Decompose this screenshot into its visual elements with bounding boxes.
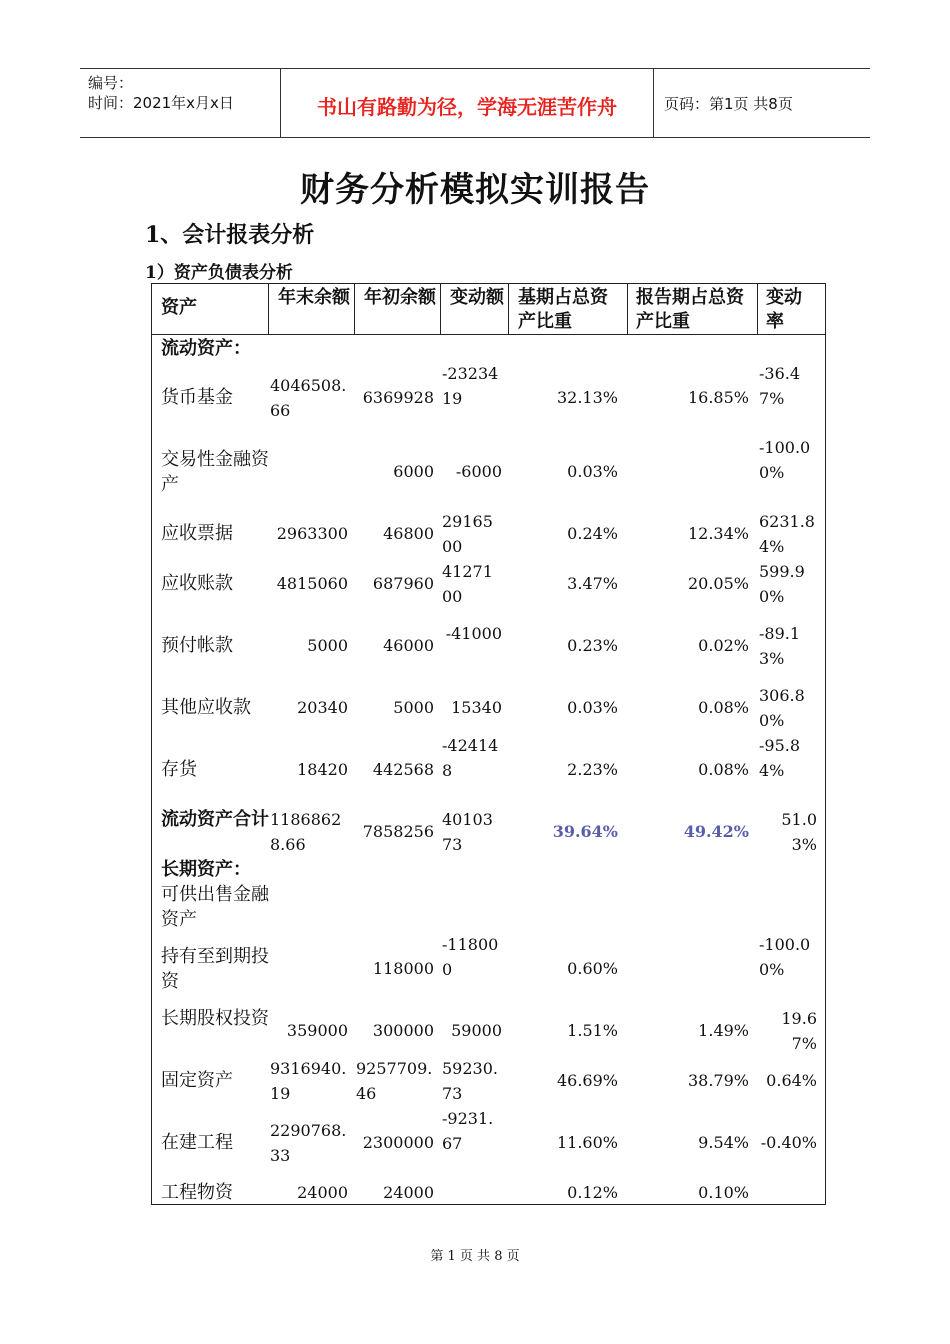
col-header-asset: 资产 <box>161 297 197 318</box>
cell-begin: 687960 <box>372 574 434 593</box>
section-heading: 1、会计报表分析 <box>145 222 315 248</box>
cell-change: 4127100 <box>442 562 493 606</box>
row-label: 应收账款 <box>161 573 233 594</box>
cell-rate: 51.03% <box>781 810 817 854</box>
page-footer: 第 1 页 共 8 页 <box>430 1249 520 1264</box>
page-header <box>80 68 870 138</box>
cell-base-pct: 1.51% <box>567 1021 618 1040</box>
cell-begin: 6369928 <box>362 388 434 407</box>
cell-begin: 442568 <box>372 760 434 779</box>
cell-report-pct: 1.49% <box>698 1021 749 1040</box>
cell-begin: 46000 <box>383 636 434 655</box>
cell-base-pct: 0.60% <box>567 959 618 978</box>
header-meta <box>88 73 278 133</box>
header-motto-cell <box>280 69 654 137</box>
row-label: 预付帐款 <box>161 635 233 656</box>
cell-change: -6000 <box>455 462 502 481</box>
cell-end: 5000 <box>307 636 348 655</box>
col-header-end: 年末余额 <box>278 287 350 308</box>
cell-report-pct: 16.85% <box>687 388 749 407</box>
page-info: 页码：第1页 共8页 <box>664 95 793 113</box>
cell-end: 20340 <box>297 698 348 717</box>
col-header-begin: 年初余额 <box>364 287 436 308</box>
cell-begin: 7858256 <box>362 822 434 841</box>
cell-begin: 9257709.46 <box>356 1059 433 1103</box>
cell-report-pct: 9.54% <box>698 1133 749 1152</box>
cell-rate: 0.64% <box>766 1071 817 1090</box>
cell-base-pct: 46.69% <box>556 1071 618 1090</box>
cell-base-pct: 3.47% <box>567 574 618 593</box>
cell-begin: 24000 <box>383 1183 434 1202</box>
cell-report-pct: 0.08% <box>698 698 749 717</box>
cell-end: 11868628.66 <box>270 810 342 854</box>
document-title: 财务分析模拟实训报告 <box>300 170 650 210</box>
cell-begin: 6000 <box>393 462 434 481</box>
section-label-current: 流动资产： <box>161 338 251 359</box>
cell-change: 59230.73 <box>442 1059 498 1103</box>
cell-end: 24000 <box>297 1183 348 1202</box>
cell-change: -9231.67 <box>442 1109 494 1153</box>
cell-rate: -95.84% <box>759 736 801 780</box>
cell-end: 18420 <box>297 760 348 779</box>
row-label: 其他应收款 <box>161 697 251 718</box>
cell-end: 2963300 <box>276 524 348 543</box>
cell-end: 4815060 <box>276 574 348 593</box>
motto: 书山有路勤为径，学海无涯苦作舟 <box>317 95 617 119</box>
cell-report-pct: 49.42% <box>683 822 749 841</box>
cell-report-pct: 38.79% <box>687 1071 749 1090</box>
cell-change: -2323419 <box>442 364 499 408</box>
cell-rate: -36.47% <box>759 364 801 408</box>
cell-base-pct: 32.13% <box>556 388 618 407</box>
cell-base-pct: 39.64% <box>552 822 618 841</box>
cell-end: 4046508.66 <box>270 376 347 420</box>
cell-rate: 19.67% <box>781 1009 817 1053</box>
section-label-longterm: 长期资产： <box>161 859 251 880</box>
cell-begin: 2300000 <box>362 1133 434 1152</box>
row-label: 存货 <box>161 759 197 780</box>
cell-report-pct: 0.10% <box>698 1183 749 1202</box>
cell-rate: 6231.84% <box>759 512 815 556</box>
col-header-report-pct: 报告期占总资产比重 <box>636 287 744 332</box>
row-label: 可供出售金融资产 <box>161 884 269 930</box>
cell-change: -424148 <box>442 736 499 780</box>
cell-base-pct: 0.03% <box>567 462 618 481</box>
cell-change: 2916500 <box>442 512 493 556</box>
cell-base-pct: 0.12% <box>567 1183 618 1202</box>
cell-report-pct: 0.02% <box>698 636 749 655</box>
cell-rate: -0.40% <box>760 1133 817 1152</box>
cell-change: -41000 <box>445 624 502 643</box>
cell-base-pct: 11.60% <box>556 1133 618 1152</box>
subsection-heading: 1）资产负债表分析 <box>145 263 293 283</box>
row-label: 在建工程 <box>161 1132 233 1153</box>
cell-rate: -100.00% <box>759 935 811 979</box>
cell-change: -118000 <box>442 935 499 979</box>
cell-change: 59000 <box>451 1021 502 1040</box>
cell-change: 15340 <box>451 698 502 717</box>
cell-base-pct: 0.24% <box>567 524 618 543</box>
document-number: 编号： <box>88 74 134 92</box>
cell-change: 4010373 <box>442 810 493 854</box>
col-header-base-pct: 基期占总资产比重 <box>518 287 608 332</box>
cell-base-pct: 0.23% <box>567 636 618 655</box>
col-header-rate: 变动率 <box>766 287 802 332</box>
col-header-change: 变动额 <box>450 287 504 308</box>
row-label: 持有至到期投资 <box>161 946 269 992</box>
row-label: 固定资产 <box>161 1070 233 1091</box>
cell-begin: 46800 <box>383 524 434 543</box>
cell-report-pct: 20.05% <box>687 574 749 593</box>
row-label: 货币基金 <box>161 387 233 408</box>
cell-begin: 300000 <box>372 1021 434 1040</box>
cell-end: 359000 <box>286 1021 348 1040</box>
cell-base-pct: 2.23% <box>567 760 618 779</box>
cell-report-pct: 0.08% <box>698 760 749 779</box>
cell-base-pct: 0.03% <box>567 698 618 717</box>
row-label: 工程物资 <box>161 1182 233 1203</box>
balance-sheet-table <box>151 283 826 1205</box>
document-time: 时间：2021年x月x日 <box>88 94 234 112</box>
cell-rate: 599.90% <box>759 562 805 606</box>
cell-rate: -89.13% <box>759 624 801 668</box>
cell-end: 2290768.33 <box>270 1121 347 1165</box>
row-label: 长期股权投资 <box>161 1008 269 1029</box>
cell-begin: 118000 <box>372 959 434 978</box>
row-label-total: 流动资产合计 <box>161 809 269 830</box>
cell-end: 9316940.19 <box>270 1059 347 1103</box>
row-label: 应收票据 <box>161 523 233 544</box>
cell-rate: -100.00% <box>759 438 811 482</box>
cell-report-pct: 12.34% <box>687 524 749 543</box>
cell-rate: 306.80% <box>759 686 805 730</box>
row-label: 交易性金融资产 <box>161 449 269 495</box>
cell-begin: 5000 <box>393 698 434 717</box>
